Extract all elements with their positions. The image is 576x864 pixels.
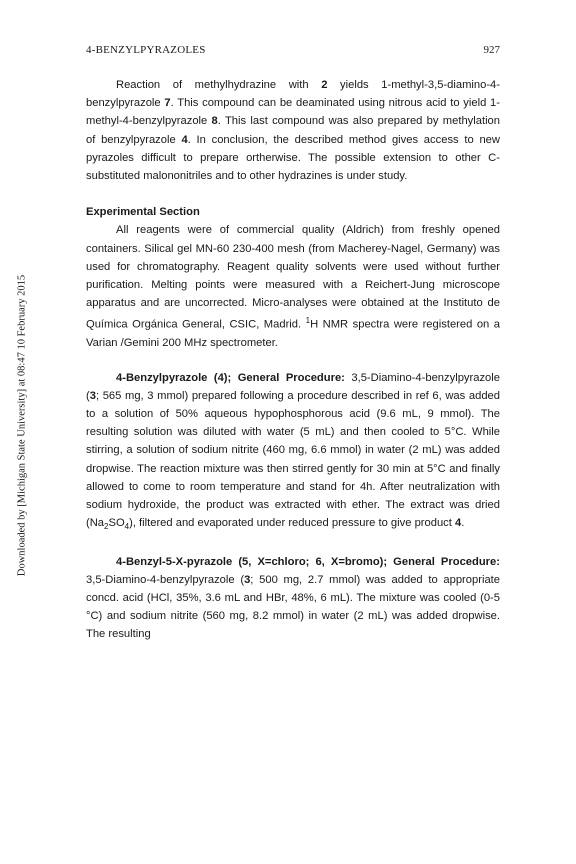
procedure-4-paragraph [86,369,500,537]
compound-ref: 4 [181,133,188,146]
text-run: ; 500 mg, 2.7 mmol) was added to appropriate concd. acid (HCl, 35%, 3.6 mL and HBr, 48%, 6 mL). The mixture was cooled (0-5 °C) and sodium nitrite (560 mg, 8.2 mmol) in water (2 mL) was added dropwise. The resulting [86,573,500,641]
conclusion-paragraph [86,76,500,185]
text-run: . In conclusion, the described method gives access to new pyrazoles difficult to prepare ortherwise. The possible extension to other C-substituted malononitriles and to other hydrazines is under study. [86,133,500,183]
experimental-paragraph [86,221,500,352]
experimental-heading: Experimental Section [86,206,200,219]
procedure-heading: 4-Benzylpyrazole (4); General Procedure: [116,371,345,384]
compound-ref: 2 [321,79,328,91]
compound-ref: 7 [164,97,171,110]
text-run: ; 565 mg, 3 mmol) prepared following a procedure described in ref 6, was added to a solution of 50% aqueous hypophosphorous acid (9.6 mL, 9 mmol). The resulting solution was diluted with water (5 mL) and then cooled to 5°C. While stirring, a solution of sodium nitrite (460 mg, 6.6 mmol) in water (2 mL) was added dropwise. The reaction mixture was then stirred gently for 30 min at 5°C and finally allowed to come to room temperature and stand for 4h. After neutralization with sodium hydroxide, the product was extracted with ether. The extract was dried (Na [86,389,500,530]
subscript: 2 [104,522,109,532]
text-run: H NMR spectra were registered on a Varian /Gemini 200 MHz spectrometer. [86,319,501,350]
running-title: 4-BENZYLPYRAZOLES [86,44,206,56]
text-run: 3,5-Diamino-4-benzylpyrazole ( [86,573,245,586]
procedure-heading: 4-Benzyl-5-X-pyrazole (5, X=chloro; 6, X=bromo); General Procedure: [116,555,500,568]
text-run: Reaction of methylhydrazine with [116,79,322,91]
download-note-text: Downloaded by [Michigan State University] at 08:47 10 February 2015 [16,274,28,577]
text-run: ), filtered and evaporated under reduced pressure to give product [129,517,455,530]
page-body [86,76,500,644]
download-watermark [10,220,28,640]
subscript: 4 [124,522,130,532]
text-run: SO [108,517,125,530]
page-number: 927 [483,44,500,56]
text-run: . This compound can be deaminated using nitrous acid to yield 1-methyl-4-benzylpyrazole [86,97,500,128]
text-run: yields 1-methyl-3,5-diamino-4-benzylpyrazole [86,79,500,110]
section-heading [86,203,500,221]
compound-ref: 4 [455,517,462,530]
text-run: . This last compound was also prepared by methylation of benzylpyrazole [86,115,500,146]
text-run: . [461,517,465,530]
procedure-5-6-paragraph [86,553,500,644]
superscript: 1 [305,316,311,326]
compound-ref: 8 [211,115,218,128]
compound-ref: 3 [89,389,96,402]
compound-ref: 3 [244,573,251,586]
text-run: All reagents were of commercial quality (Aldrich) from freshly opened containers. Silical gel MN-60 230-400 mesh (from Macherey-Nagel, Germany) was used for chromatography. Reagent quality solvents were used without further purification. Melting points were measured with a Reichert-Jung microscope apparatus and are uncorrected. Micro-analyses were obtained at the Instituto de Química Orgánica General, CSIC, Madrid. [86,224,500,332]
text-run: 3,5-Diamino-4-benzylpyrazole ( [86,371,500,402]
